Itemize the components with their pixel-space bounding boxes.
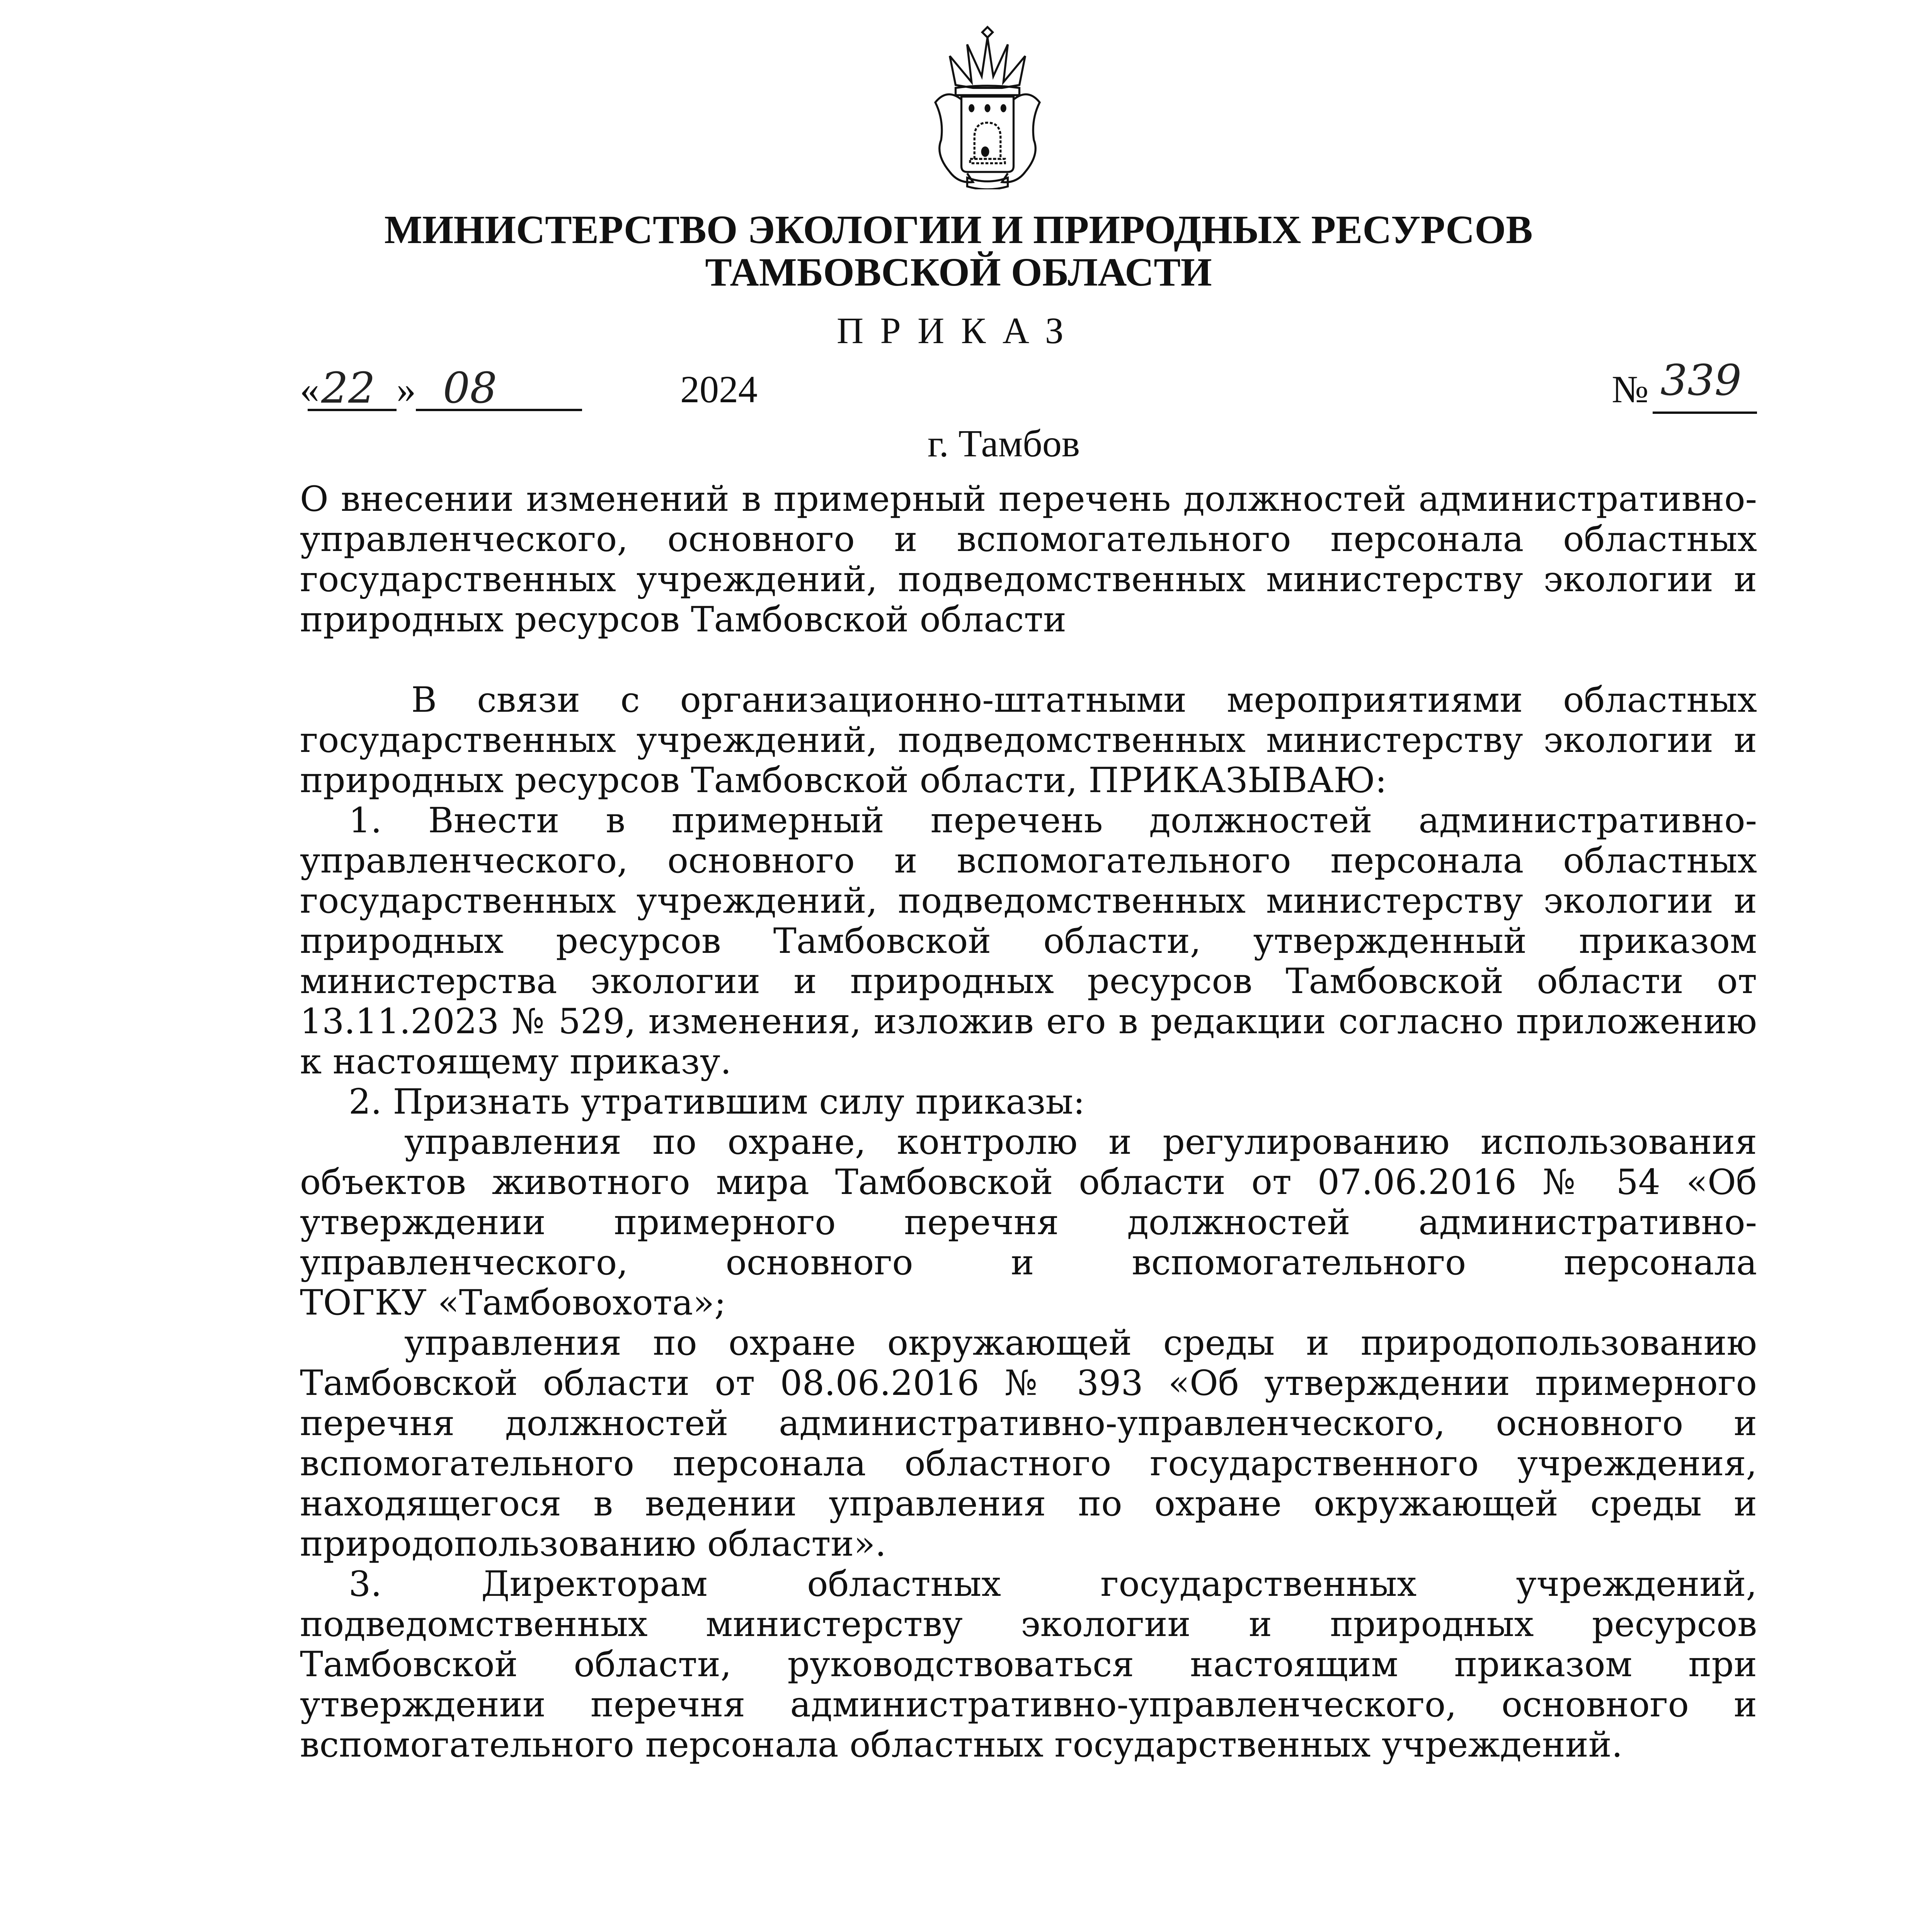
body-line: В связи с организационно-штатными мероприятиями областных [411,680,1757,720]
body-line: вспомогательного персонала областных государственных учреждений. [300,1725,1623,1765]
date-number-line [300,355,1757,417]
date-day: 22 [321,363,375,413]
mantle-left [935,94,973,182]
body-line: 1. Внести в примерный перечень должностей административно- [349,800,1757,841]
bees-icon [969,104,1006,112]
body-line: 2. Признать утратившим силу приказы: [349,1082,1085,1122]
order-number: 339 [1660,355,1742,405]
crown-icon [950,27,1025,88]
body-line: природопользованию области». [300,1524,886,1564]
body-line: объектов животного мира Тамбовской области от 07.06.2016 № 54 «Об [300,1162,1757,1202]
number-sign: № [1612,368,1649,411]
body-line: находящегося в ведении управления по охране окружающей среды и [300,1483,1757,1524]
body-line: 3. Директорам областных государственных учреждений, [349,1564,1757,1604]
date-close-quote: » [397,368,416,411]
body-line: к настоящему приказу. [300,1041,732,1082]
beehive-icon [970,123,1005,163]
body-line: утверждении примерного перечня должностей административно- [300,1202,1757,1243]
document-type: ПРИКАЗ [836,310,1081,351]
body-line: управленческого, основного и вспомогательного персонала [300,1242,1757,1283]
ministry-name-line1: МИНИСТЕРСТВО ЭКОЛОГИИ И ПРИРОДНЫХ РЕСУРСОВ [384,207,1533,252]
day-underline [308,409,397,411]
body-line: государственных учреждений, подведомственных министерству экологии и [300,720,1757,760]
date-year: 2024 [680,368,758,411]
body-line: природных ресурсов Тамбовской области, утвержденный приказом [300,921,1757,961]
title-line: О внесении изменений в примерный перечень должностей административно- [300,479,1757,519]
body-line: Тамбовской области от 08.06.2016 № 393 «Об утверждении примерного [300,1363,1757,1403]
body-line: утверждении перечня административно-управленческого, основного и [300,1684,1757,1725]
title-line: управленческого, основного и вспомогательного персонала областных [300,519,1757,560]
ribbon [967,178,1008,189]
body-line: управленческого, основного и вспомогательного персонала областных [300,840,1757,881]
body-line: 13.11.2023 № 529, изменения, изложив его в редакции согласно приложению [300,1001,1757,1042]
city: г. Тамбов [928,422,1080,465]
number-underline [1653,412,1757,414]
body-line: Тамбовской области, руководствоваться настоящим приказом при [300,1644,1757,1685]
body-line: министерства экологии и природных ресурсов Тамбовской области от [300,961,1757,1002]
body-line: ТОГКУ «Тамбовохота»; [300,1282,726,1323]
body-line: государственных учреждений, подведомственных министерству экологии и [300,881,1757,921]
body-line: перечня должностей административно-управленческого, основного и [300,1403,1757,1444]
body-line: управления по охране, контролю и регулированию использования [404,1122,1757,1162]
month-underline [416,409,582,411]
order-body [300,680,1757,1765]
date-open-quote: « [300,368,319,411]
body-line: подведомственных министерству экологии и природных ресурсов [300,1604,1757,1645]
date-month: 08 [443,363,497,413]
body-line: природных ресурсов Тамбовской области, ПРИКАЗЫВАЮ: [300,760,1387,801]
mantle-right [1002,94,1040,182]
order-title [300,479,1757,640]
coat-of-arms-emblem [924,15,1051,189]
body-line: управления по охране окружающей среды и природопользованию [404,1323,1757,1363]
ministry-name-line2: ТАМБОВСКОЙ ОБЛАСТИ [705,250,1212,294]
title-line: природных ресурсов Тамбовской области [300,599,1067,640]
title-line: государственных учреждений, подведомственных министерству экологии и [300,559,1757,600]
body-line: вспомогательного персонала областного государственного учреждения, [300,1443,1757,1484]
city-line [0,421,1917,468]
